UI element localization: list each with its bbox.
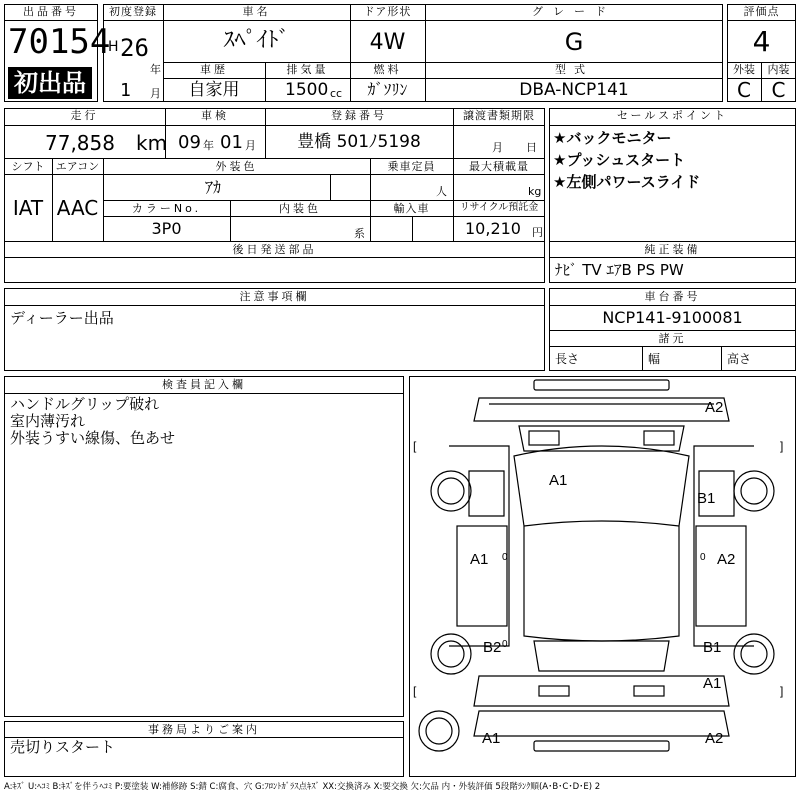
length-label: 長さ: [555, 352, 580, 366]
office-note: 売切りスタート: [10, 738, 116, 756]
office-header: 事務局よりご案内: [148, 723, 260, 736]
inspection-month-unit: 月: [245, 139, 256, 152]
divider: [4, 174, 545, 175]
plate-number: 豊橋 501ﾉ5198: [297, 132, 421, 152]
inspector-note: 外装うすい線傷、色あせ: [10, 429, 176, 447]
bracket: [: [413, 439, 417, 453]
sales-point: ★プッシュスタート: [553, 151, 686, 169]
inspection-year-unit: 年: [203, 139, 214, 152]
divider: [4, 20, 98, 21]
color-no-header: カラーNo.: [131, 202, 202, 215]
door-type: 4W: [369, 30, 406, 55]
sales-point: ★左側パワースライド: [553, 173, 701, 191]
mileage: 77,858: [45, 131, 115, 155]
damage-mark: A2: [705, 730, 724, 747]
later-parts-header: 後日発送部品: [232, 243, 317, 256]
zero-mark: 0: [502, 552, 508, 563]
divider: [103, 200, 545, 201]
zero-mark: 0: [502, 639, 508, 650]
ext-grade-header: 外装: [733, 63, 755, 76]
bracket: ]: [780, 684, 784, 698]
divider: [103, 216, 545, 217]
mileage-unit: km: [136, 131, 168, 155]
ext-grade: C: [737, 78, 751, 102]
first-reg-month: 1: [120, 80, 131, 101]
transfer-day-unit: 日: [526, 141, 537, 154]
equipment-header: 純正装備: [644, 243, 701, 256]
damage-mark: A1: [549, 472, 568, 489]
max-load-unit: kg: [528, 185, 542, 198]
inspector-note: ハンドルグリップ破れ: [10, 395, 160, 413]
damage-mark: B1: [703, 639, 722, 656]
era-label: H: [108, 39, 119, 55]
lot-number: 70154: [8, 22, 111, 62]
door-header: ドア形状: [363, 5, 412, 18]
divider: [4, 125, 545, 126]
int-color-header: 内装色: [279, 202, 321, 215]
max-load-header: 最大積載量: [469, 160, 529, 173]
divider: [4, 305, 545, 306]
displacement: 1500: [285, 80, 329, 100]
divider: [163, 62, 723, 63]
width-label: 幅: [648, 352, 661, 366]
divider: [4, 393, 404, 394]
divider: [330, 174, 331, 200]
inspector-note: 室内薄汚れ: [10, 412, 86, 430]
color-no: 3P0: [151, 219, 182, 238]
divider: [412, 216, 413, 241]
inspection-header: 車検: [201, 109, 229, 122]
displacement-header: 排気量: [286, 63, 329, 76]
recycle-unit: 円: [532, 226, 543, 239]
mileage-header: 走行: [70, 109, 99, 122]
bracket: [: [413, 684, 417, 698]
ext-color-header: 外装色: [215, 160, 258, 173]
int-grade: C: [771, 78, 786, 102]
damage-mark: B1: [697, 490, 716, 507]
month-unit: 月: [150, 87, 161, 100]
ext-color: ｱｶ: [205, 178, 222, 197]
notes-header: 注意事項欄: [239, 290, 310, 303]
divider: [721, 346, 722, 371]
model: DBA-NCP141: [519, 80, 629, 100]
import-header: 輸入車: [393, 202, 430, 215]
damage-mark: A1: [703, 675, 722, 692]
int-color-unit: 系: [354, 227, 365, 240]
first-listing-badge: 初出品: [8, 67, 92, 99]
sales-points-header: セールスポイント: [616, 109, 728, 122]
lot-header: 出品番号: [23, 5, 79, 18]
transfer-month-unit: 月: [492, 141, 503, 154]
divider: [727, 20, 796, 21]
divider: [642, 346, 643, 371]
dims-header: 諸元: [658, 332, 687, 345]
sales-point: ★バックモニター: [553, 129, 672, 147]
shift-header: シフト: [11, 160, 45, 173]
notes: ディーラー出品: [10, 309, 114, 327]
equipment: ﾅﾋﾞ TV ｴｱB PS PW: [555, 261, 684, 279]
divider: [549, 241, 796, 242]
inspection-year: 09: [178, 132, 201, 153]
divider: [549, 346, 796, 347]
fuel-header: 燃料: [373, 63, 402, 76]
bracket: ]: [780, 439, 784, 453]
capacity-unit: 人: [436, 185, 447, 198]
damage-mark: A1: [482, 730, 501, 747]
capacity-header: 乗車定員: [387, 160, 436, 173]
plate-header: 登録番号: [331, 109, 387, 122]
int-grade-header: 内装: [767, 63, 790, 76]
divider: [4, 257, 545, 258]
damage-mark: A2: [705, 399, 724, 416]
recycle-fee: 10,210: [465, 219, 521, 238]
score: 4: [752, 25, 771, 58]
recycle-header: リサイクル預託金: [459, 202, 539, 213]
divider: [549, 257, 796, 258]
score-header: 評価点: [743, 5, 780, 18]
car-damage-diagram: [409, 376, 796, 777]
divider: [4, 158, 545, 159]
displacement-unit: cc: [330, 87, 343, 100]
damage-mark: B2: [483, 639, 502, 656]
car-name-header: 車名: [242, 5, 271, 18]
damage-mark: A2: [717, 551, 736, 568]
model-header: 型式: [555, 63, 593, 76]
first-reg-year: 26: [120, 34, 149, 62]
history-header: 車歴: [200, 63, 228, 76]
divider: [103, 20, 723, 21]
chassis-header: 車台番号: [644, 290, 701, 303]
first-reg-header: 初度登録: [109, 5, 157, 18]
zero-mark: 0: [700, 552, 706, 563]
divider: [4, 241, 545, 242]
car-name: ｽﾍﾟｲﾄﾞ: [223, 28, 290, 53]
divider: [549, 305, 796, 306]
history: 自家用: [188, 80, 240, 100]
grade: G: [564, 28, 584, 56]
inspector-header: 検査員記入欄: [162, 378, 246, 391]
transfer-header: 譲渡書類期限: [463, 109, 535, 122]
divider: [163, 78, 723, 79]
height-label: 高さ: [727, 352, 752, 366]
grade-header: グレード: [532, 5, 616, 18]
divider: [549, 125, 796, 126]
year-unit: 年: [150, 63, 161, 76]
legend: A:ｷｽﾞ U:ﾍｺﾐ B:ｷｽﾞを伴うﾍｺﾐ P:要塗装 W:補修跡 S:錆 C:腐食、穴 G:ﾌﾛﾝﾄｶﾞﾗｽ点ｷｽﾞ XX:交換済み X:要交換 欠:欠品 内・外装評価 5段階ﾗﾝｸ順(A･B･C･D･E) 2: [4, 782, 601, 792]
shift: IAT: [12, 196, 44, 220]
divider: [549, 330, 796, 331]
aircon-header: エアコン: [55, 160, 100, 173]
inspection-month: 01: [220, 132, 243, 153]
fuel: ｶﾞｿﾘﾝ: [367, 80, 408, 99]
chassis-number: NCP141-9100081: [602, 308, 743, 327]
damage-mark: A1: [470, 551, 489, 568]
aircon: AAC: [56, 196, 99, 220]
